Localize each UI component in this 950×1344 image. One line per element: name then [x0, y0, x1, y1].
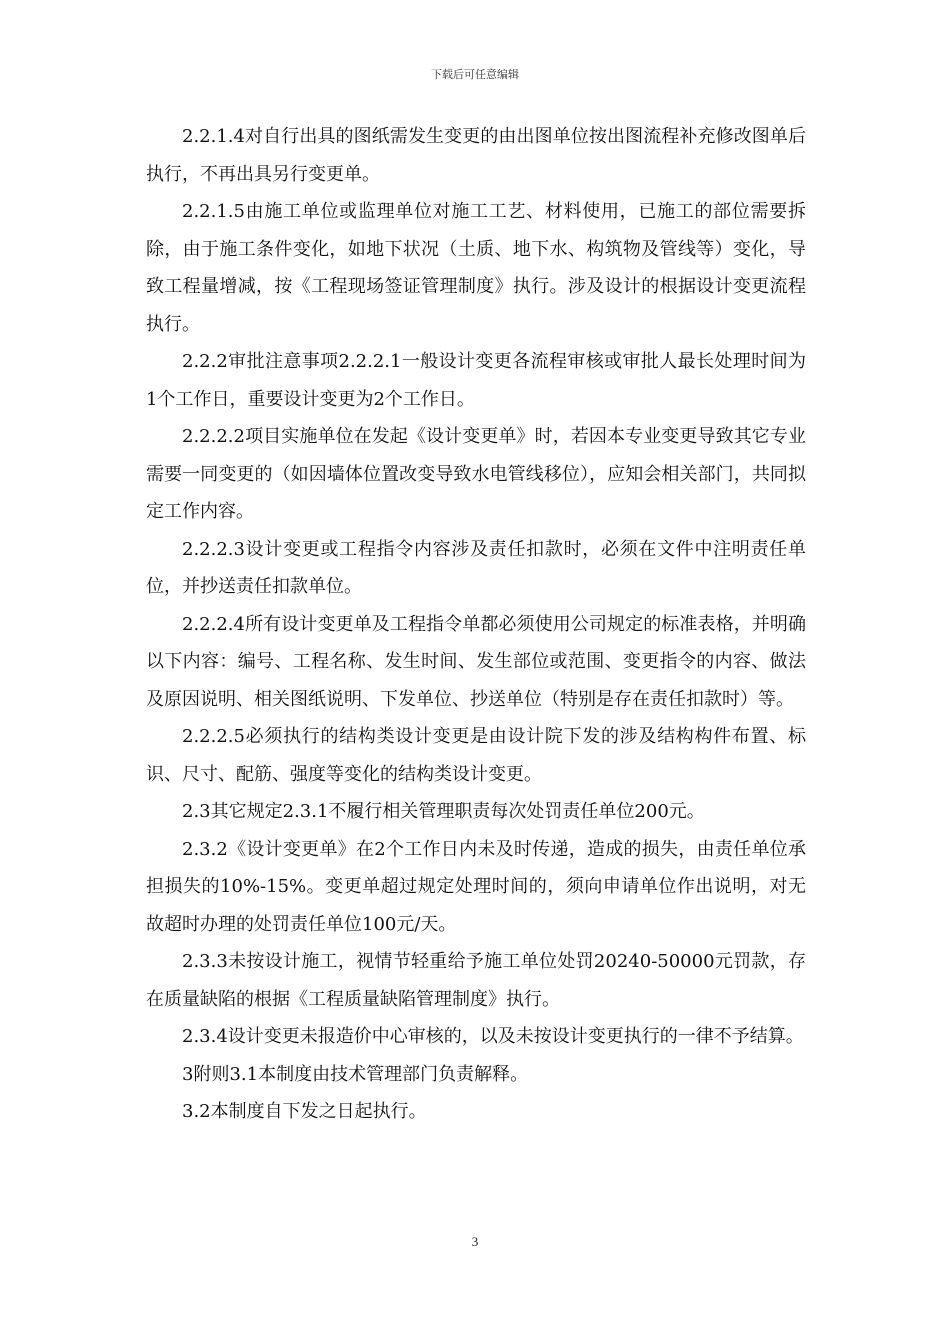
paragraph-2-2-1-4: 2.2.1.4对自行出具的图纸需发生变更的由出图单位按出图流程补充修改图单后执行，不再出具另行变更单。: [146, 126, 806, 185]
page-number: 3: [471, 1234, 479, 1249]
paragraph-2-3-1: 2.3其它规定2.3.1不履行相关管理职责每次处罚责任单位200元。: [182, 801, 705, 822]
paragraph-3-1: 3附则3.1本制度由技术管理部门负责解释。: [182, 1063, 529, 1085]
paragraph-2-2-1-5: 2.2.1.5由施工单位或监理单位对施工工艺、材料使用，已施工的部位需要拆除，由于施工条件变化，如地下状况（土质、地下水、构筑物及管线等）变化，导致工程量增减，按《工程现场签证管理制度》执行。涉及设计的根据设计变更流程执行。: [146, 201, 806, 335]
paragraph-2-2-2-2: 2.2.2.2项目实施单位在发起《设计变更单》时，若因本专业变更导致其它专业需要一同变更的（如因墙体位置改变导致水电管线移位），应知会相关部门，共同拟定工作内容。: [146, 426, 806, 522]
paragraph-3-2: 3.2本制度自下发之日起执行。: [182, 1101, 427, 1122]
paragraph-2-2-2-3: 2.2.2.3设计变更或工程指令内容涉及责任扣款时，必须在文件中注明责任单位，并抄送责任扣款单位。: [146, 538, 806, 597]
paragraph-2-3-3: 2.3.3未按设计施工，视情节轻重给予施工单位处罚20240-50000元罚款，存在质量缺陷的根据《工程质量缺陷管理制度》执行。: [146, 951, 806, 1010]
paragraph-2-2-2-4: 2.2.2.4所有设计变更单及工程指令单都必须使用公司规定的标准表格，并明确以下内容：编号、工程名称、发生时间、发生部位或范围、变更指令的内容、做法及原因说明、相关图纸说明、下发单位、抄送单位（特别是存在责任扣款时）等。: [146, 613, 806, 710]
paragraph-2-3-2: 2.3.2《设计变更单》在2个工作日内未及时传递，造成的损失，由责任单位承担损失的10%-15%。变更单超过规定处理时间的，须向申请单位作出说明，对无故超时办理的处罚责任单位100元/天。: [146, 838, 806, 935]
paragraph-2-3-4: 2.3.4设计变更未报造价中心审核的，以及未按设计变更执行的一律不予结算。: [182, 1026, 804, 1047]
paragraph-2-2-2-5: 2.2.2.5必须执行的结构类设计变更是由设计院下发的涉及结构构件布置、标识、尺寸、配筋、强度等变化的结构类设计变更。: [146, 726, 806, 785]
document-body: [146, 118, 806, 1131]
page-header: 下载后可任意编辑: [431, 68, 519, 81]
paragraph-2-2-2-1: 2.2.2审批注意事项2.2.2.1一般设计变更各流程审核或审批人最长处理时间为1个工作日，重要设计变更为2个工作日。: [146, 351, 806, 410]
